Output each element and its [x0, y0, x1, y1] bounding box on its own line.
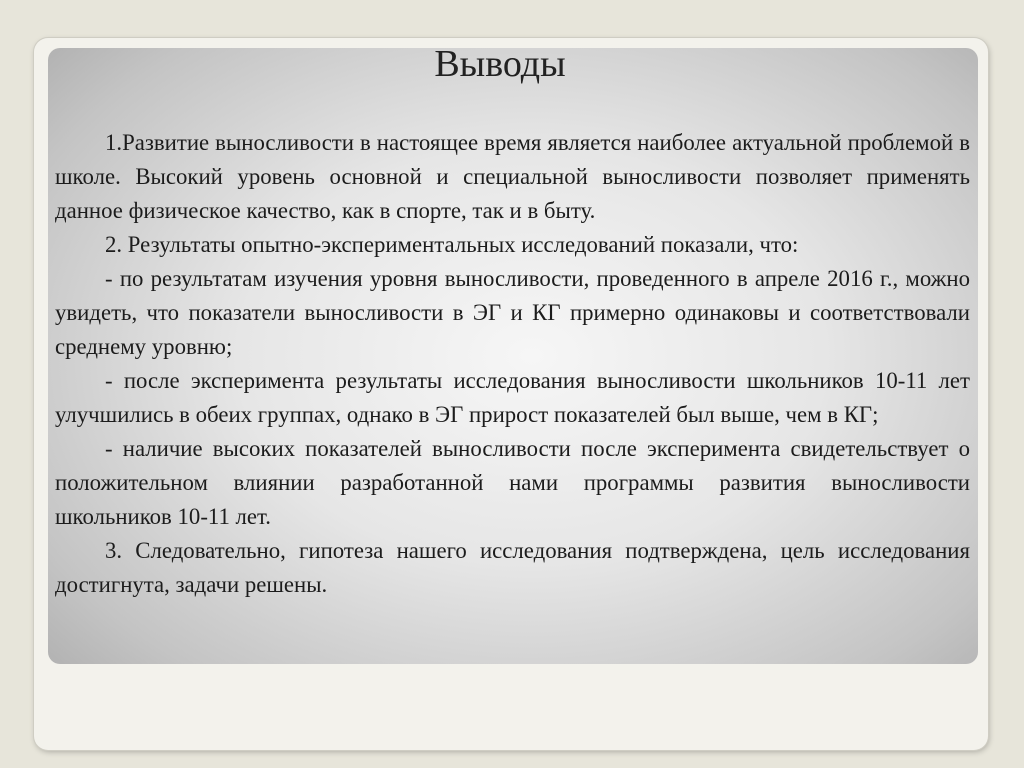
paragraph-conclusion-1: 1.Развитие выносливости в настоящее время является наиболее актуальной проблемой в школе. Высокий уровень основной и специальной выносливости позволяет применять данное физическое качество, как в спорте, так и в быту. — [55, 130, 970, 223]
paragraph-point-april: - по результатам изучения уровня выносливости, проведенного в апреле 2016 г., можно увидеть, что показатели выносливости в ЭГ и КГ примерно одинаковы и соответствовали среднему уровню; — [55, 266, 970, 359]
paragraph-point-after-experiment: - после эксперимента результаты исследования выносливости школьников 10-11 лет улучшились в обеих группах, однако в ЭГ прирост показателей был выше, чем в КГ; — [55, 368, 970, 427]
paragraph-conclusion-3: 3. Следовательно, гипотеза нашего исследования подтверждена, цель исследования достигнута, задачи решены. — [55, 538, 970, 597]
paragraph-conclusion-2: 2. Результаты опытно-экспериментальных исследований показали, что: — [105, 232, 799, 257]
slide-title: Выводы — [434, 43, 566, 85]
slide-body — [55, 126, 970, 602]
paragraph-point-program-effect: - наличие высоких показателей выносливости после эксперимента свидетельствует о положительном влиянии разработанной нами программы развития выносливости школьников 10-11 лет. — [55, 436, 970, 529]
